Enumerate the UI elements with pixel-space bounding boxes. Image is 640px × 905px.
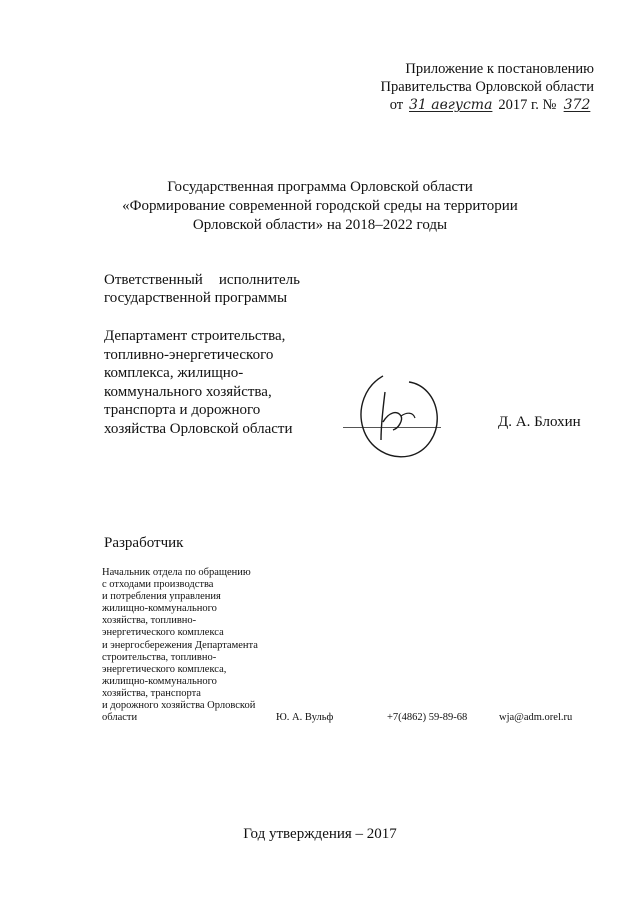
responsible-word-2: исполнитель xyxy=(218,272,300,288)
developer-position xyxy=(102,567,282,724)
date-prefix: от xyxy=(389,97,404,113)
handwritten-number: 372 xyxy=(563,97,591,113)
department-line-6: хозяйства Орловской области xyxy=(104,420,293,437)
position-line-12: и дорожного хозяйства Орловской xyxy=(102,700,256,712)
department-line-4: коммунального хозяйства, xyxy=(104,383,272,400)
responsible-line-2: государственной программы xyxy=(104,290,288,306)
position-line-5: хозяйства, топливно- xyxy=(102,615,197,627)
title-line-1: Государственная программа Орловской области xyxy=(167,179,473,195)
date-suffix: 2017 г. № xyxy=(498,97,557,113)
position-line-2: с отходами производства xyxy=(102,579,214,591)
developer-label: Разработчик xyxy=(104,535,184,551)
appendix-date-line xyxy=(381,96,595,114)
position-line-11: хозяйства, транспорта xyxy=(102,687,201,699)
developer-email: wja@adm.orel.ru xyxy=(499,712,573,723)
department-name xyxy=(104,327,324,438)
department-line-2: топливно-энергетического xyxy=(104,346,274,363)
appendix-line-1: Приложение к постановлению xyxy=(405,61,594,77)
responsible-word-1: Ответственный xyxy=(104,272,203,288)
title-line-3: Орловской области» на 2018–2022 годы xyxy=(192,217,448,233)
position-line-13: области xyxy=(102,712,138,724)
program-title xyxy=(0,178,640,235)
department-line-3: комплекса, жилищно- xyxy=(104,365,244,381)
position-line-10: жилищно-коммунального xyxy=(102,675,217,687)
position-line-4: жилищно-коммунального xyxy=(102,603,217,615)
department-line-5: транспорта и дорожного xyxy=(104,402,261,418)
position-line-3: и потребления управления xyxy=(102,591,221,603)
title-line-2: «Формирование современной городской среды на территории xyxy=(122,198,518,214)
developer-name: Ю. А. Вульф xyxy=(276,712,334,723)
signatory-name: Д. А. Блохин xyxy=(498,414,581,430)
position-line-7: и энергосбережения Департамента xyxy=(102,639,258,651)
handwritten-date: 31 августа xyxy=(409,97,493,113)
approval-year: Год утверждения – 2017 xyxy=(243,826,397,842)
department-line-1: Департамент строительства, xyxy=(104,328,286,344)
appendix-line-2: Правительства Орловской области xyxy=(380,79,594,95)
position-line-8: строительства, топливно- xyxy=(102,651,217,663)
position-line-6: энергетического комплекса xyxy=(102,627,224,639)
responsible-label xyxy=(104,271,300,307)
appendix-header xyxy=(381,60,595,114)
position-line-1: Начальник отдела по обращению xyxy=(102,567,251,578)
handwritten-signature xyxy=(353,372,445,462)
position-line-9: энергетического комплекса, xyxy=(102,663,227,675)
developer-phone: +7(4862) 59-89-68 xyxy=(387,712,468,723)
